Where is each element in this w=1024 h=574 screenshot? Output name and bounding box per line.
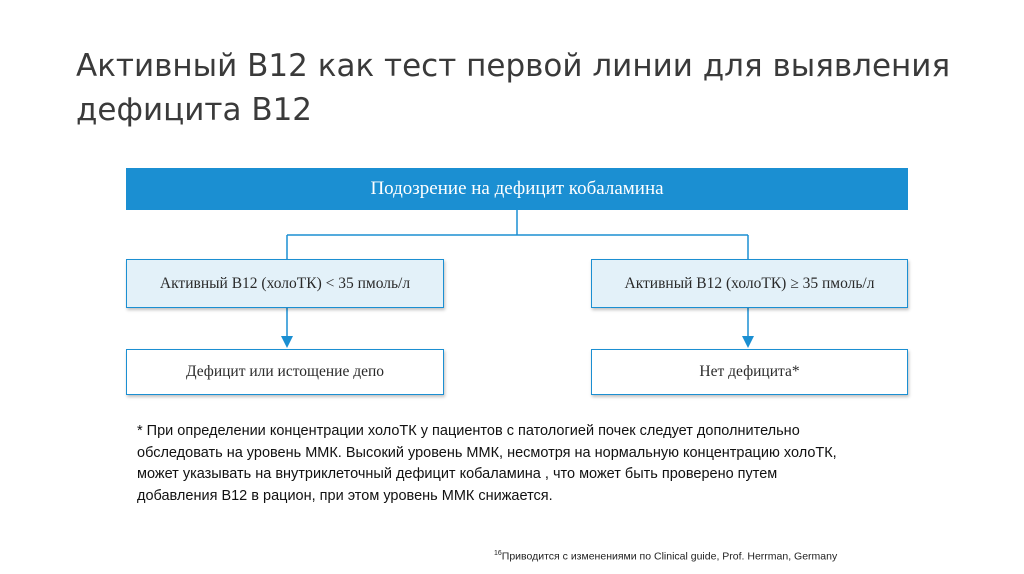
source-citation [494, 550, 837, 563]
source-text: Приводится с изменениями по Clinical guide, Prof. Herrman, Germany [501, 550, 838, 563]
slide-title: Активный B12 как тест первой линии для выявления дефицита B12 [76, 48, 951, 128]
left-result-label: Дефицит или истощение депо [185, 363, 385, 380]
right-condition-node [591, 259, 908, 308]
left-result-node [126, 349, 444, 395]
right-arrowhead [742, 336, 754, 348]
left-condition-node [126, 259, 444, 308]
footnote: * При определении концентрации холоТК у пациентов с патологией почек следует дополнительно обследовать на уровень ММК. Высокий уровень ММК, несмотря на нормальную концентрацию холоТК, может указывать на внутриклеточный дефицит кобаламина , что может быть проверено путем добавления B12 в рацион, при этом уровень ММК снижается. [137, 423, 837, 504]
root-node-label: Подозрение на дефицит кобаламина [370, 178, 664, 199]
source-ref-number: 16 [494, 550, 502, 557]
left-arrowhead [281, 336, 293, 348]
right-result-node [591, 349, 908, 395]
left-condition-label: Активный B12 (холоТК) < 35 пмоль/л [159, 274, 411, 292]
right-result-label: Нет дефицита* [699, 363, 800, 380]
root-node [126, 168, 908, 210]
right-condition-label: Активный B12 (холоТК) ≥ 35 пмоль/л [624, 274, 875, 292]
